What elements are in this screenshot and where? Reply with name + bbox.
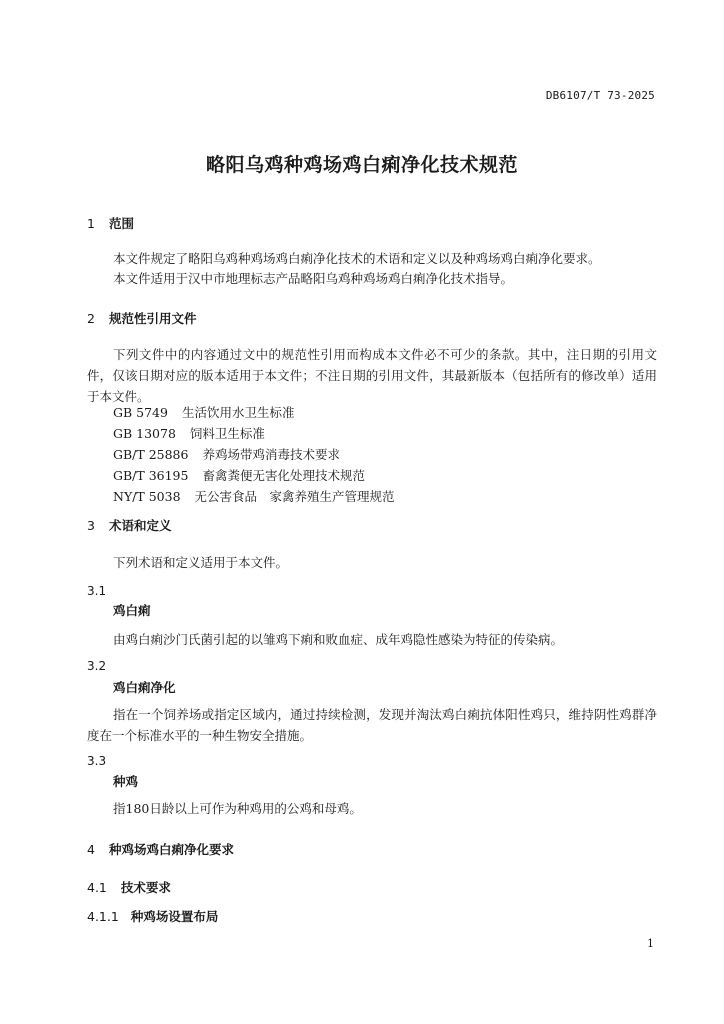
scope-paragraph-1: 本文件规定了略阳乌鸡种鸡场鸡白痢净化技术的术语和定义以及种鸡场鸡白痢净化要求。 [113,251,601,266]
section-2-title: 规范性引用文件 [108,311,197,326]
reference-name: 畜禽粪便无害化处理技术规范 [202,468,365,483]
subsection-4-1-number: 4.1 [87,880,107,895]
subsection-4-1-heading [87,878,171,896]
reference-code: GB/T 36195 [113,468,189,483]
term-definition: 由鸡白痢沙门氏菌引起的以雏鸡下痢和败血症、成年鸡隐性感染为特征的传染病。 [113,632,564,647]
terms-intro: 下列术语和定义适用于本文件。 [113,555,289,570]
reference-name: 无公害食品 家禽养殖生产管理规范 [194,489,395,504]
term-number: 3.2 [87,659,107,673]
section-4-number: 4 [87,842,95,857]
reference-code: GB 5749 [113,405,168,420]
subsection-4-1-1-number: 4.1.1 [87,909,119,924]
term-name: 鸡白痢净化 [113,680,176,695]
section-4-heading [87,840,234,858]
page-number: 1 [647,937,654,950]
reference-item [113,466,365,484]
reference-item [113,403,294,421]
term-number: 3.1 [87,584,107,598]
reference-name: 生活饮用水卫生标准 [181,405,295,420]
term-number: 3.3 [87,754,107,768]
scope-paragraph-2: 本文件适用于汉中市地理标志产品略阳乌鸡种鸡场鸡白痢净化技术指导。 [113,271,514,286]
section-1-number: 1 [87,216,95,231]
normative-references-intro: 下列文件中的内容通过文中的规范性引用而构成本文件必不可少的条款。其中，注日期的引用文件，仅该日期对应的版本适用于本文件；不注日期的引用文件，其最新版本（包括所有的修改单）适用于本文件。 [87,347,657,404]
reference-code: GB 13078 [113,426,176,441]
reference-item [113,424,265,442]
section-1-title: 范围 [108,216,134,231]
reference-code: GB/T 25886 [113,447,189,462]
subsection-4-1-1-title: 种鸡场设置布局 [130,909,219,924]
reference-name: 养鸡场带鸡消毒技术要求 [202,447,340,462]
term-definition: 指180日龄以上可作为种鸡用的公鸡和母鸡。 [113,801,362,816]
document-title: 略阳乌鸡种鸡场鸡白痢净化技术规范 [205,154,518,176]
section-2-number: 2 [87,311,95,326]
reference-name: 饲料卫生标准 [189,426,265,441]
document-number: DB6107/T 73-2025 [545,89,655,102]
subsection-4-1-title: 技术要求 [120,880,171,895]
reference-item [113,445,340,463]
term-name: 鸡白痢 [113,603,151,618]
section-1-heading [87,214,134,232]
reference-item [113,487,395,505]
section-2-heading [87,309,196,327]
reference-code: NY/T 5038 [113,489,181,504]
section-3-heading [87,516,171,534]
section-4-title: 种鸡场鸡白痢净化要求 [108,842,234,857]
section-3-number: 3 [87,518,95,533]
term-definition: 指在一个饲养场或指定区域内，通过持续检测，发现并淘汰鸡白痢抗体阳性鸡只，维持阴性鸡群净度在一个标准水平的一种生物安全措施。 [87,707,657,743]
subsection-4-1-1-heading [87,907,218,925]
section-3-title: 术语和定义 [108,518,172,533]
term-name: 种鸡 [113,774,139,789]
